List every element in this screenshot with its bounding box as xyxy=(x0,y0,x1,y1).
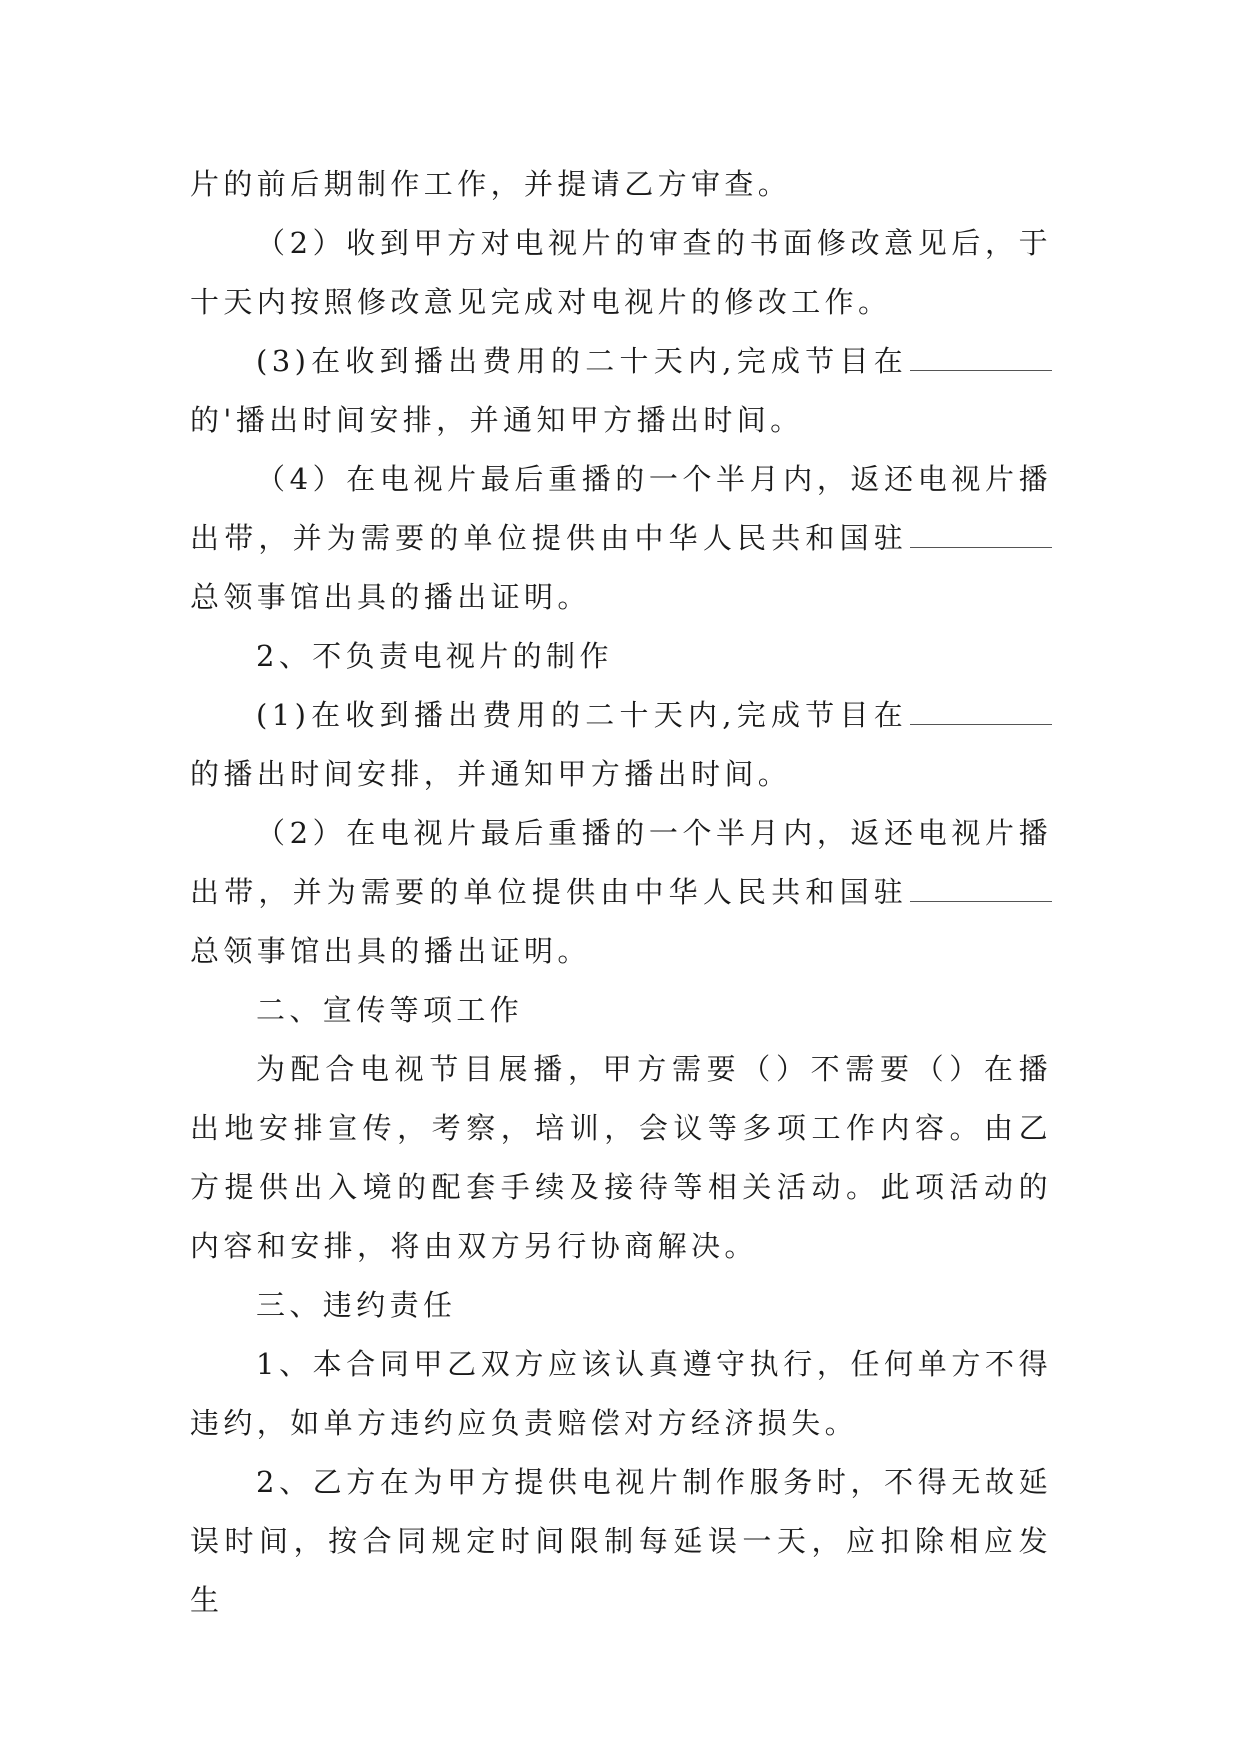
paragraph-text: （2）收到甲方对电视片的审查的书面修改意见后，于十天内按照修改意见完成对电视片的修改工作。 xyxy=(190,226,1052,319)
subheading-not-responsible-production xyxy=(190,627,1052,686)
paragraph-text-after-blank: 总领事馆出具的播出证明。 xyxy=(190,580,591,614)
paragraph-text-after-blank: 的播出时间安排，并通知甲方播出时间。 xyxy=(190,757,792,791)
paragraph-publicity-details xyxy=(190,1040,1052,1276)
subheading-text: 2、不负责电视片的制作 xyxy=(256,639,613,673)
paragraph-text: 片的前后期制作工作，并提请乙方审查。 xyxy=(190,167,792,201)
section-heading-publicity xyxy=(190,981,1052,1040)
paragraph-text: 为配合电视节目展播，甲方需要（）不需要（）在播出地安排宣传，考察，培训，会议等多项工作内容。由乙方提供出入境的配套手续及接待等相关活动。此项活动的内容和安排，将由双方另行协商解决。 xyxy=(190,1052,1052,1263)
paragraph-liability-item-1 xyxy=(190,1335,1052,1453)
paragraph-text-before-blank: (3)在收到播出费用的二十天内,完成节目在 xyxy=(256,344,908,378)
paragraph-text: 2、乙方在为甲方提供电视片制作服务时，不得无故延误时间，按合同规定时间限制每延误一天，应扣除相应发生 xyxy=(190,1465,1052,1617)
paragraph-text-after-blank: 总领事馆出具的播出证明。 xyxy=(190,934,591,968)
fill-in-blank-station xyxy=(910,344,1052,371)
paragraph-text-before-blank: （2）在电视片最后重播的一个半月内，返还电视片播出带，并为需要的单位提供由中华人民共和国驻 xyxy=(190,816,1052,909)
section-heading-text: 三、违约责任 xyxy=(256,1288,457,1322)
document-body xyxy=(190,155,1052,1630)
paragraph-broadcast-schedule-item-1 xyxy=(190,686,1052,804)
paragraph-text-before-blank: (1)在收到播出费用的二十天内,完成节目在 xyxy=(256,698,908,732)
paragraph-revision-item-2 xyxy=(190,214,1052,332)
paragraph-text-after-blank: 的'播出时间安排，并通知甲方播出时间。 xyxy=(190,403,804,437)
paragraph-liability-item-2 xyxy=(190,1453,1052,1630)
paragraph-text-before-blank: （4）在电视片最后重播的一个半月内，返还电视片播出带，并为需要的单位提供由中华人民共和国驻 xyxy=(190,462,1052,555)
paragraph-return-tape-item-2 xyxy=(190,804,1052,981)
paragraph-return-tape-item-4 xyxy=(190,450,1052,627)
section-heading-text: 二、宣传等项工作 xyxy=(256,993,524,1027)
fill-in-blank-consulate xyxy=(910,875,1052,902)
paragraph-text: 1、本合同甲乙双方应该认真遵守执行，任何单方不得违约，如单方违约应负责赔偿对方经济损失。 xyxy=(190,1347,1052,1440)
paragraph-broadcast-schedule-item-3 xyxy=(190,332,1052,450)
fill-in-blank-station xyxy=(910,698,1052,725)
fill-in-blank-consulate xyxy=(910,521,1052,548)
paragraph-production-continuation xyxy=(190,155,1052,214)
section-heading-liability xyxy=(190,1276,1052,1335)
